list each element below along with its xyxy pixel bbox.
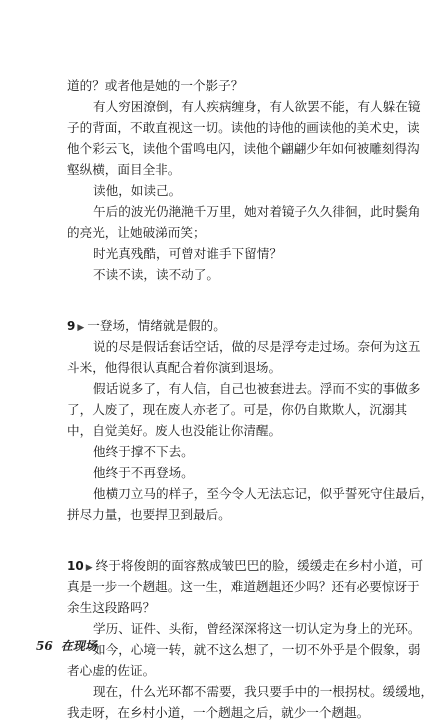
paragraph-text: 终于将俊朗的面容熬成皱巴巴的脸，缓缓走在乡村小道，可 [95,558,424,573]
paragraph-line: 中，自觉美好。废人也没能让你清醒。 [67,423,282,438]
arrow-icon: ▶ [85,563,93,573]
paragraph-line: 他横刀立马的样子，至今令人无法忘记，似乎誓死守住最后， [93,486,433,501]
paragraph-line: 的亮光，让她破涕而笑； [67,225,206,240]
section-number: 9 [67,319,76,333]
paragraph-line: 真是一步一个趔趄。这一生，难道趔趄还少吗？还有必要惊讶于 [67,579,420,594]
paragraph-line: 学历、证件、头衔，曾经深深将这一切认定为身上的光环。 [93,621,421,636]
paragraph-line: 时光真残酷，可曾对谁手下留情？ [93,246,282,261]
section-gap [67,525,371,555]
paragraph-line: 者心虚的佐证。 [67,663,156,678]
page-footer [36,637,97,654]
paragraph-line: 他个彩云飞，读他个雷鸣电闪，读他个翩翩少年如何被雕刻得沟 [67,141,420,156]
book-title: 在现场 [60,639,97,653]
paragraph-line: 午后的波光仍滟滟千万里，她对着镜子久久徘徊，此时鬓角 [93,204,421,219]
paragraph-line: 余生这段路吗？ [67,600,156,615]
arrow-icon: ▶ [77,323,85,333]
paragraph-line: 他终于撑不下去。 [93,444,194,459]
section-heading-line [67,555,424,576]
section-number: 10 [67,559,84,573]
paragraph-line: 不读不读，读不动了。 [93,267,219,282]
paragraph-line: 如今，心境一转，就不这么想了，一切不外乎是个假象，弱 [93,642,421,657]
paragraph-line: 拼尽力量，也要捍卫到最后。 [67,507,231,522]
paragraph-line: 道的？或者他是她的一个影子？ [67,78,244,93]
paragraph-line: 他终于不再登场。 [93,465,194,480]
paragraph-line: 说的尽是假话套话空话，做的尽是浮夸走过场。奈何为这五 [93,339,421,354]
paragraph-line: 假话说多了，有人信，自己也被套进去。浮而不实的事做多 [93,381,421,396]
page-body [67,75,433,723]
paragraph-text: 一登场，情绪就是假的。 [87,318,226,333]
paragraph-line: 现在，什么光环都不需要，我只要手中的一根拐杖。缓缓地， [93,684,433,699]
page-number: 56 [36,639,53,653]
paragraph-line: 子的背面，不敢直视这一切。读他的诗他的画读他的美术史，读 [67,120,420,135]
paragraph-line: 了，人废了，现在废人亦老了。可是，你仍自欺欺人，沉溺其 [67,402,408,417]
paragraph-line: 我走呀，在乡村小道，一个趔趄之后，就少一个趔趄。 [67,705,370,720]
paragraph-line: 壑纵横，面目全非。 [67,162,181,177]
section-gap [67,285,371,315]
section-heading-line [67,315,371,336]
paragraph-line: 有人穷困潦倒，有人疾病缠身，有人欲罢不能，有人躲在镜 [93,99,421,114]
paragraph-line: 斗米，他得很认真配合着你演到退场。 [67,360,282,375]
paragraph-line: 读他，如读己。 [93,183,182,198]
